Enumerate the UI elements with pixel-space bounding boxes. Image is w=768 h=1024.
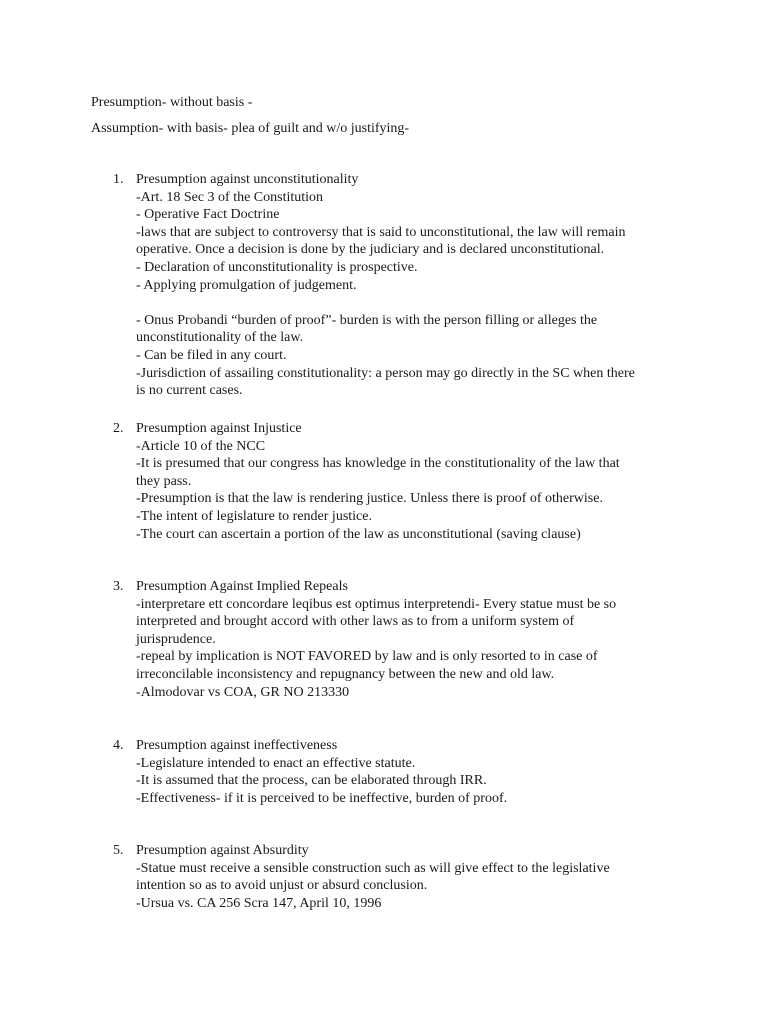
item-line: -Statue must receive a sensible construction such as will give effect to the legislative: [136, 860, 610, 876]
list-item-text: [136, 842, 691, 912]
item-line: interpreted and brought accord with other laws as to from a uniform system of: [136, 614, 575, 630]
item-line: - Declaration of unconstitutionality is prospective.: [136, 259, 418, 275]
item-spacer: [136, 294, 691, 312]
item-line: -interpretare ett concordare leqibus est optimus interpretendi- Every statue must be so: [136, 596, 617, 612]
item-heading: Presumption against ineffectiveness: [136, 738, 338, 753]
item-line: - Operative Fact Doctrine: [136, 207, 280, 223]
item-line: unconstitutionality of the law.: [136, 330, 304, 346]
item-line: they pass.: [136, 473, 192, 489]
item-heading: Presumption against Absurdity: [136, 843, 309, 858]
item-line: intention so as to avoid unjust or absurd conclusion.: [136, 878, 428, 894]
item-line: -It is assumed that the process, can be elaborated through IRR.: [136, 773, 487, 789]
item-line: -repeal by implication is NOT FAVORED by law and is only resorted to in case of: [136, 649, 598, 665]
item-line: irreconcilable inconsistency and repugnancy between the new and old law.: [136, 666, 555, 682]
item-line: - Can be filed in any court.: [136, 347, 287, 363]
item-heading: Presumption against unconstitutionality: [136, 172, 359, 187]
item-heading: Presumption Against Implied Repeals: [136, 579, 348, 594]
item-line: -The intent of legislature to render justice.: [136, 508, 372, 524]
item-line: -Jurisdiction of assailing constitutionality: a person may go directly in the SC when there: [136, 365, 635, 381]
intro-presumption-line: Presumption- without basis -: [91, 95, 253, 110]
item-line: - Onus Probandi “burden of proof”- burden is with the person filling or alleges the: [136, 312, 598, 328]
item-line: -Ursua vs. CA 256 Scra 147, April 10, 1996: [136, 895, 382, 911]
item-line: is no current cases.: [136, 383, 243, 399]
item-line: -The court can ascertain a portion of the law as unconstitutional (saving clause): [136, 526, 581, 542]
item-line: jurisprudence.: [136, 631, 216, 647]
intro-assumption-line: Assumption- with basis- plea of guilt and w/o justifying-: [91, 121, 410, 136]
list-item-text: [136, 737, 691, 807]
item-line: -Article 10 of the NCC: [136, 438, 266, 454]
item-line: -It is presumed that our congress has knowledge in the constitutionality of the law that: [136, 456, 620, 472]
list-item-text: [136, 171, 691, 400]
item-line: -Art. 18 Sec 3 of the Constitution: [136, 189, 324, 205]
item-line: -Legislature intended to enact an effective statute.: [136, 755, 416, 771]
list-item-text: [136, 578, 691, 701]
item-line: -Almodovar vs COA, GR NO 213330: [136, 684, 350, 700]
list-item-number: 3.: [113, 579, 124, 594]
list-item-number: 2.: [113, 421, 124, 436]
item-heading: Presumption against Injustice: [136, 421, 302, 436]
item-line: -Presumption is that the law is rendering justice. Unless there is proof of otherwise.: [136, 491, 603, 507]
item-line: operative. Once a decision is done by the judiciary and is declared unconstitutional.: [136, 242, 605, 258]
list-item-number: 4.: [113, 738, 124, 753]
list-item-text: [136, 420, 691, 543]
item-line: -laws that are subject to controversy that is said to unconstitutional, the law will remain: [136, 224, 626, 240]
list-item-number: 1.: [113, 172, 124, 187]
item-line: -Effectiveness- if it is perceived to be ineffective, burden of proof.: [136, 790, 508, 806]
item-line: - Applying promulgation of judgement.: [136, 277, 357, 293]
list-item-number: 5.: [113, 843, 124, 858]
